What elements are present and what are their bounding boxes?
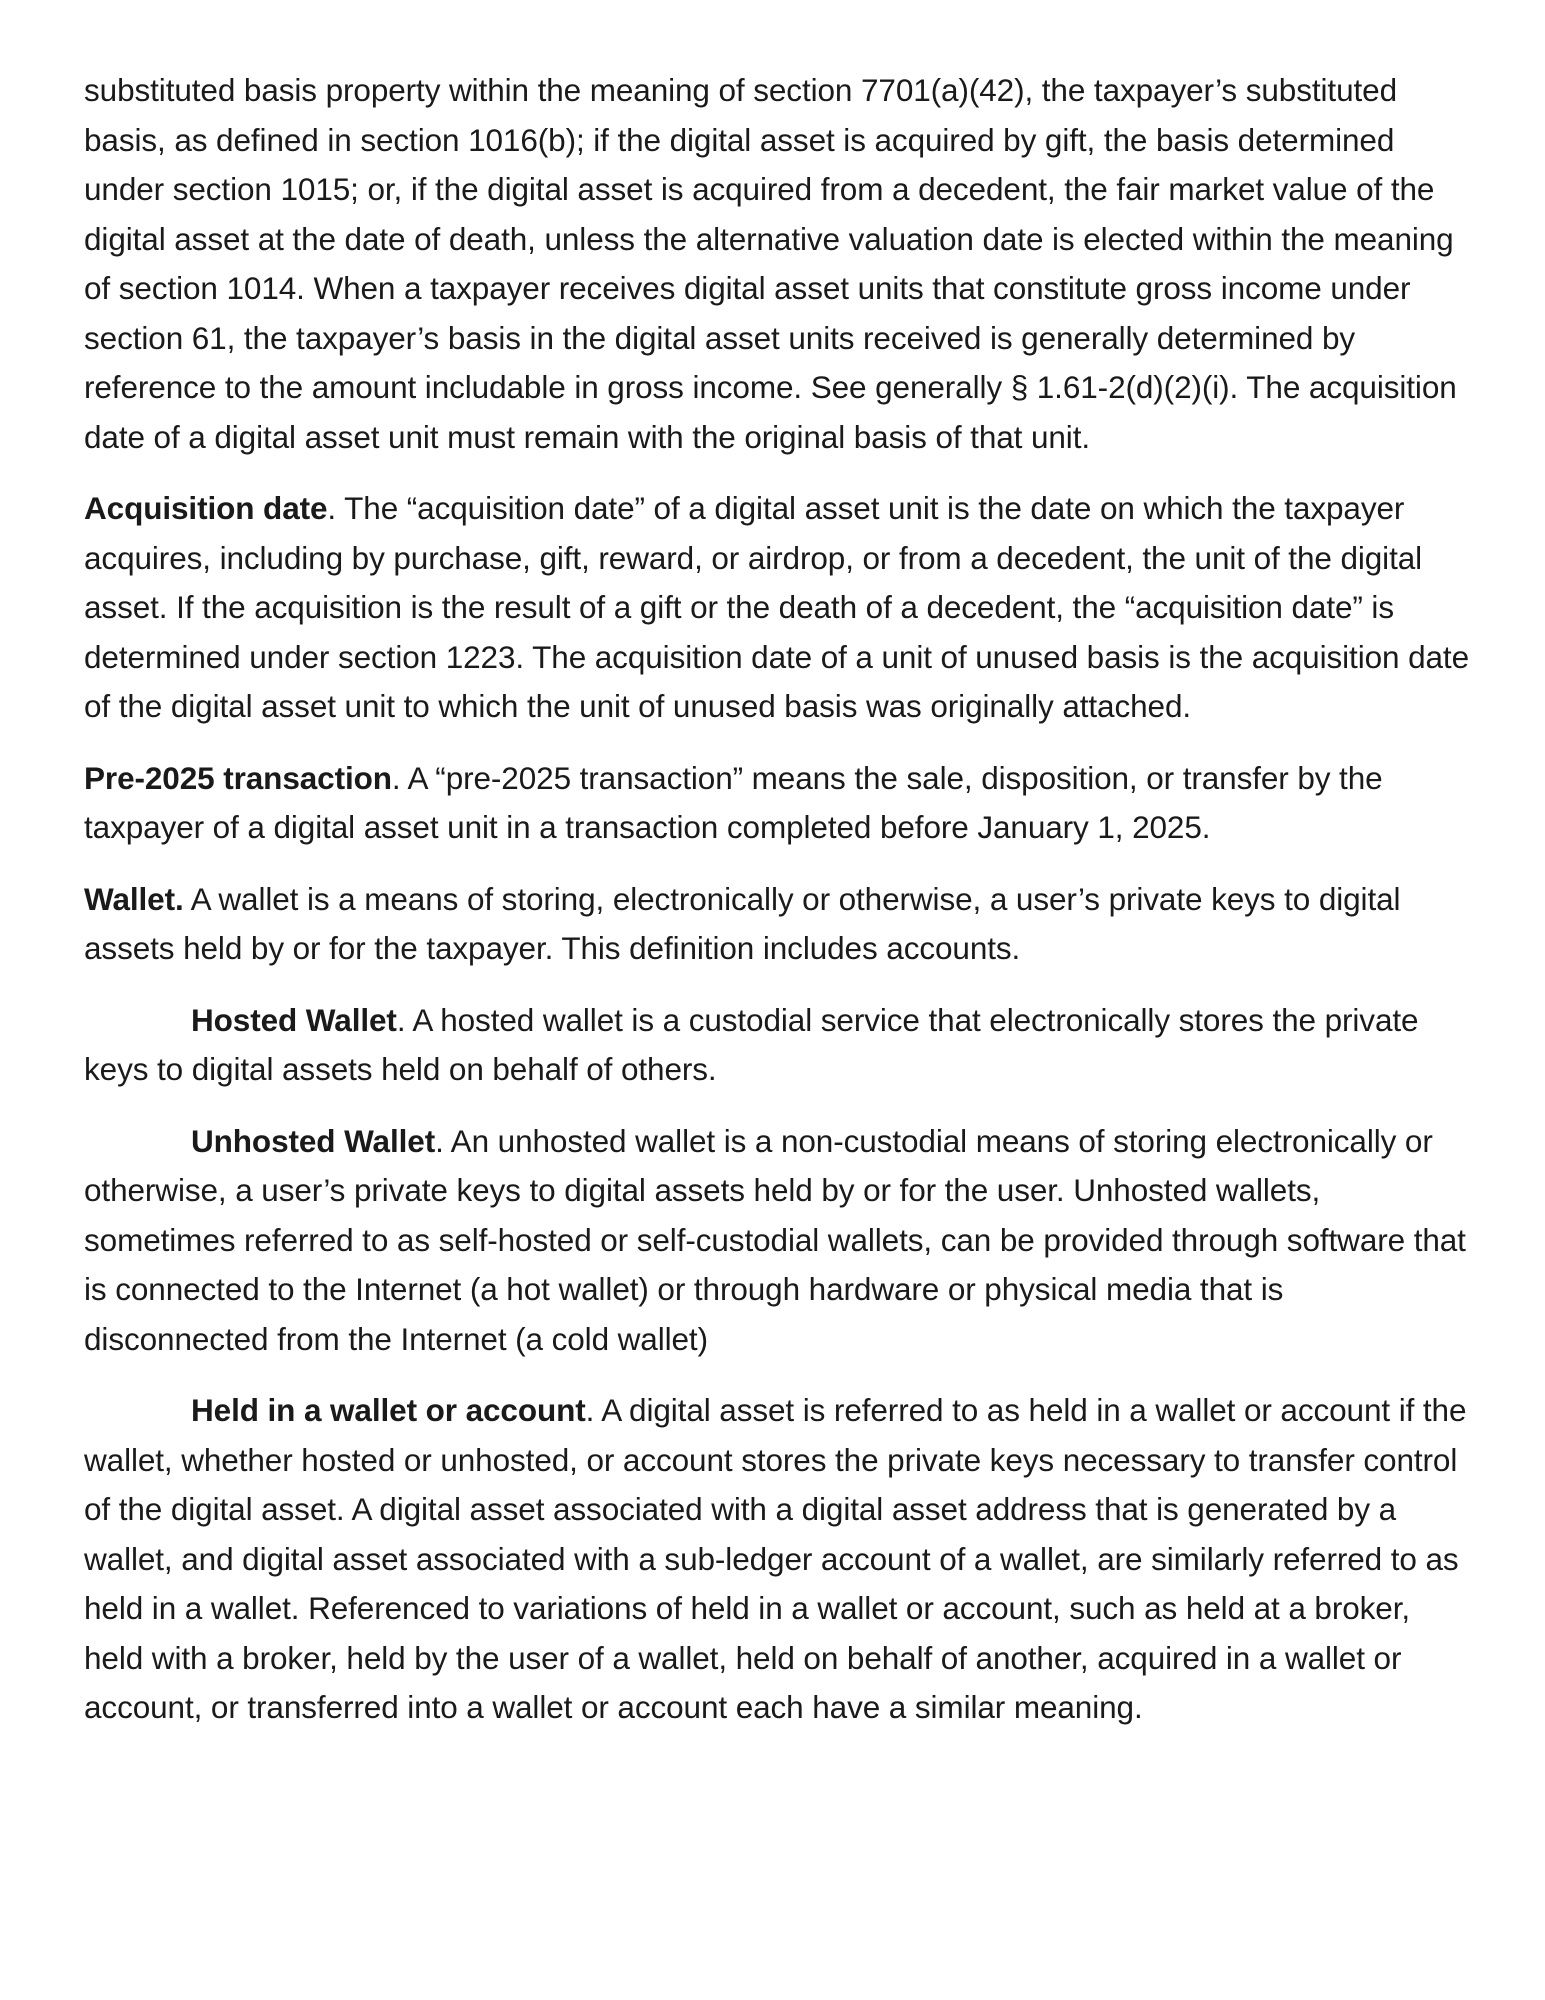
paragraph-wallet [84,875,1474,974]
definition-term: Hosted Wallet [191,1001,397,1038]
paragraph-held-in-wallet [84,1386,1474,1733]
paragraph-text: An unhosted wallet is a non-custodial means of storing electronically or otherwise, a user’s private keys to digital assets held by or for the user. Unhosted wallets, sometimes referred to as self-hosted or self-custodial wallets, can be provided through software that is connected to the Internet (a hot wallet) or through hardware or physical media that is disconnected from the Internet (a cold wallet) [84,1122,1466,1357]
term-separator: . [327,490,337,526]
document-page [84,66,1474,1755]
definition-term: Wallet. [84,880,184,917]
paragraph-text: A wallet is a means of storing, electronically or otherwise, a user’s private keys to digital assets held by or for the taxpayer. This definition includes accounts. [84,880,1401,966]
paragraph-pre-2025-transaction [84,754,1474,853]
paragraph-text: A hosted wallet is a custodial service that electronically stores the private keys to digital assets held on behalf of others. [84,1001,1419,1087]
definition-term: Unhosted Wallet [191,1122,436,1159]
paragraph-text: substituted basis property within the meaning of section 7701(a)(42), the taxpayer’s substituted basis, as defined in section 1016(b); if the digital asset is acquired by gift, the basis determined under section 1015; or, if the digital asset is acquired from a decedent, the fair market value of the digital asset at the date of death, unless the alternative valuation date is elected within the meaning of section 1014. When a taxpayer receives digital asset units that constitute gross income under section 61, the taxpayer’s basis in the digital asset units received is generally determined by reference to the amount includable in gross income. See generally § 1.61-2(d)(2)(i). The acquisition date of a digital asset unit must remain with the original basis of that unit. [84,72,1457,455]
paragraph-unhosted-wallet [84,1117,1474,1365]
paragraph-hosted-wallet [84,996,1474,1095]
definition-term: Acquisition date [84,490,328,526]
paragraph-acquisition-date [84,484,1474,732]
term-separator: . [435,1122,444,1159]
definition-term: Held in a wallet or account [191,1392,586,1428]
term-separator: . [396,1001,406,1038]
term-separator: . [585,1392,595,1428]
term-separator: . [391,759,401,796]
paragraph-basis-continuation [84,66,1474,462]
definition-term: Pre-2025 transaction [84,759,392,796]
paragraph-text: A digital asset is referred to as held in a wallet or account if the wallet, whether hosted or unhosted, or account stores the private keys necessary to transfer control of the digital asset. A digital asset associated with a digital asset address that is generated by a wallet, and digital asset associated with a sub-ledger account of a wallet, are similarly referred to as held in a wallet. Referenced to variations of held in a wallet or account, such as held at a broker, held with a broker, held by the user of a wallet, held on behalf of another, acquired in a wallet or account, or transferred into a wallet or account each have a similar meaning. [84,1392,1467,1725]
paragraph-text: A “pre-2025 transaction” means the sale, disposition, or transfer by the taxpayer of a digital asset unit in a transaction completed before January 1, 2025. [84,759,1383,845]
paragraph-text: The “acquisition date” of a digital asset unit is the date on which the taxpayer acquires, including by purchase, gift, reward, or airdrop, or from a decedent, the unit of the digital asset. If the acquisition is the result of a gift or the death of a decedent, the “acquisition date” is determined under section 1223. The acquisition date of a unit of unused basis is the acquisition date of the digital asset unit to which the unit of unused basis was originally attached. [84,490,1469,724]
